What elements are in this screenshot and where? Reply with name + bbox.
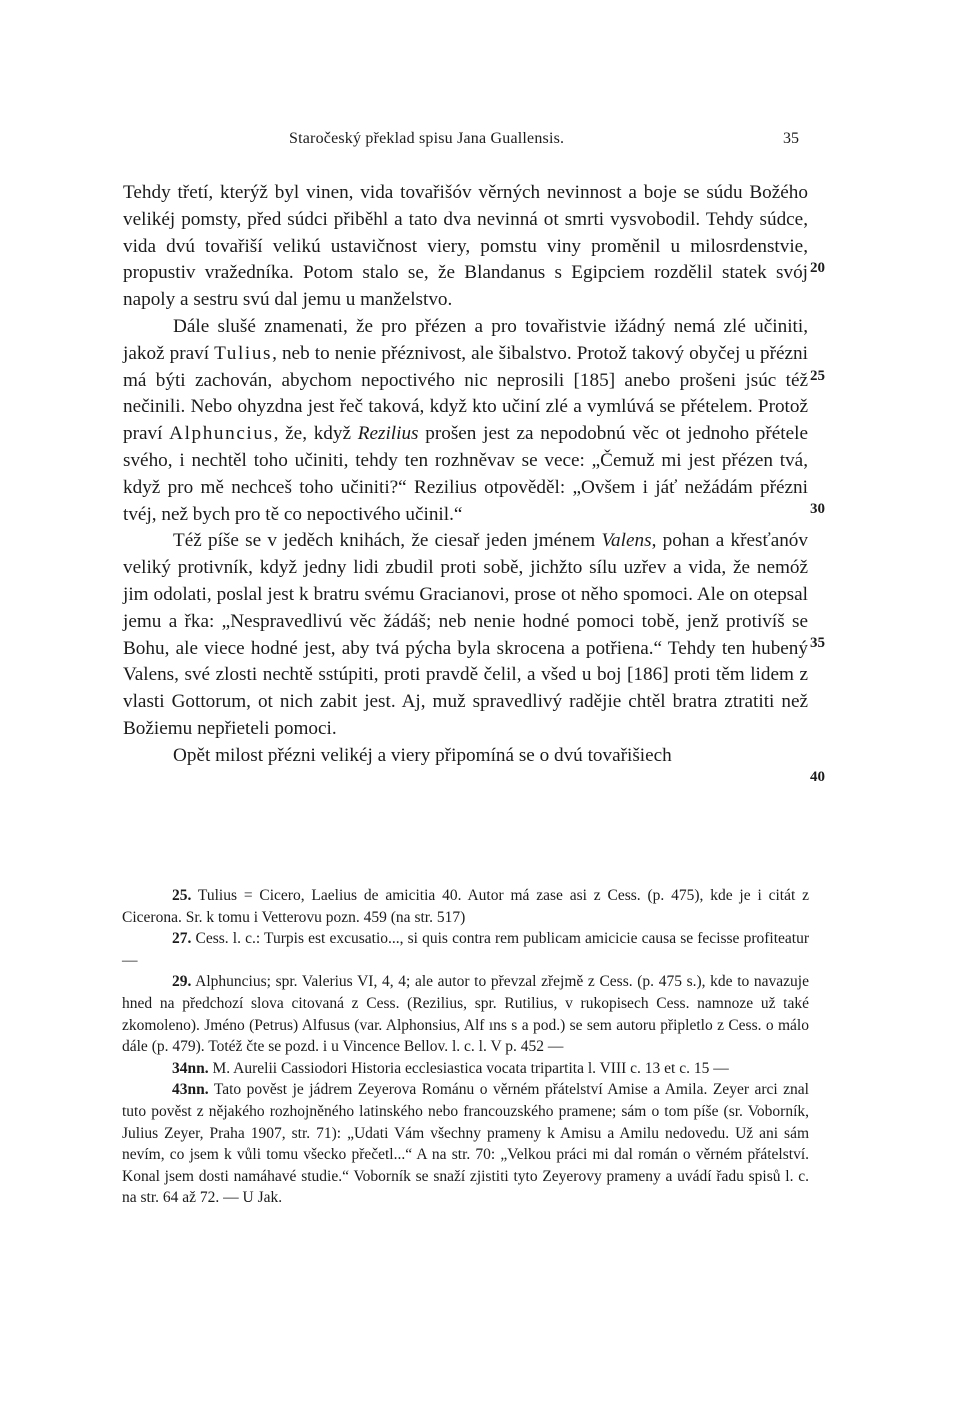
paragraph-2-text-a: Dále slušé znamenati, že pro přézen a pro tovařistvie ižádný nemá zlé učiniti, jakož praví	[123, 315, 808, 364]
name-alphuncius: Alphuncius	[169, 423, 274, 445]
footnote-number: 25.	[172, 887, 192, 904]
paragraph-2	[123, 314, 808, 528]
name-rezilius: Rezilius	[357, 423, 419, 445]
footnote-text: Cess. l. c.: Turpis est excusatio..., si quis contra rem publicam amicicie causa se fecisse profiteatur —	[122, 930, 809, 969]
footnote-29	[122, 971, 809, 1057]
footnote-text: Tato pověst je jádrem Zeyerova Románu o věrném přátelství Amise a Amila. Zeyer arci znal tuto pověst z nějakého rozhojněného latinského nebo francouzského pramene; sám o tom píše (sr. Voborník, Julius Zeyer, Praha 1907, str. 71): „Udati Vám všechny prameny k Amisu a Amilu nedovedu. Už ani sám nevím, co jsem k vůli tomu všecko přečetl...“ A na str. 70: „Velkou práci mi dal román o věrném přátelství. Konal jsem dosti namáhavé studie.“ Voborník se snaží zjistiti tyto Zeyerovy prameny a uvádí řadu spisů l. c. na str. 64 až 72. — U Jak.	[122, 1081, 809, 1207]
paragraph-2-text-c: , že, když	[273, 423, 358, 445]
running-header: Staročeský překlad spisu Jana Guallensis.	[289, 130, 565, 147]
footnotes	[122, 885, 809, 1209]
paragraph-1: Tehdy třetí, kterýž byl vinen, vida tovařišóv věrných nevinnost a boje se súdu Božého velikéj pomsty, před súdci přiběhl a tato dva nevinná ot smrti vysvobodil. Tehdy súdce, vida dvú tovařiší velikú ustavičnost viery, pomstu viny proměnil u milosrdenstvie, propustiv vražedníka. Potom stalo se, že Blandanus s Egipciem rozdělil statek svój napoly a sestru svú dal jemu u manželstvo.	[123, 182, 808, 311]
main-text	[123, 180, 808, 770]
paragraph-3-text-b: , pohan a křesťanóv veliký protivník, když jedny lidi zbudil proti sobě, jichžto sílu uzřev a vida, že nemóž jim odolati, poslal jest k bratru svému Gracianovi, prose ot něho spomoci. Ale on otepsal jemu a řka: „Nespravedlivú věc žádáš; neb nenie hodné pomoci tobě, jenž protivíš se Bohu, ale viece hodné jest, aby tvá pýcha byla skrocena a potřiena.“ Tehdy ten hubený Valens, své zlosti nechtě sstúpiti, proti pravdě čelil, a všed u boj [186] proti těm lidem z vlasti Gottorum, ot nich zabit jest. Aj, muž spravedlivý radějie chtěl bratra ztratiti než Božiemu nepřieteli pomoci.	[123, 530, 808, 739]
line-number-30: 30	[810, 501, 825, 517]
footnote-34	[122, 1058, 809, 1080]
name-tulius: Tulius	[214, 342, 273, 364]
footnote-43	[122, 1079, 809, 1209]
line-number-35: 35	[810, 635, 825, 651]
footnote-number: 34nn.	[172, 1059, 209, 1077]
paragraph-3-text-a: Též píše se v jeděch knihách, že ciesař jeden jménem	[173, 530, 602, 552]
line-number-40: 40	[810, 769, 825, 785]
footnote-number: 29.	[172, 973, 192, 991]
line-number-25: 25	[810, 368, 825, 384]
paragraph-3	[123, 528, 808, 742]
line-number-20: 20	[810, 260, 825, 276]
paragraph-2-text-b: , neb to nenie přéznivost, ale šibalstvo. Protož takový obyčej u přézni má býti zachován, abychom nepoctivého nic neprosili [185] anebo prošeni jsúc též nečinili. Nebo ohyzdna jest řeč taková, když kto učiní zlé a vymlúvá se přételem. Protož praví	[123, 342, 808, 445]
footnote-25	[122, 885, 809, 928]
footnote-number: 43nn.	[172, 1081, 209, 1099]
footnote-text: M. Aurelii Cassiodori Historia ecclesiastica vocata tripartita l. VIII c. 13 et c. 15 —	[208, 1059, 729, 1077]
page-number: 35	[783, 130, 799, 147]
paragraph-4: Opět milost přézni velikéj a viery připomíná se o dvú tovařišiech	[173, 744, 672, 766]
footnote-number: 27.	[172, 930, 192, 948]
footnote-text: Alphuncius; spr. Valerius VI, 4, 4; ale autor to převzal zřejmě z Cess. (p. 475 s.), kde to navazuje hned na předchozí slova citovaná z Cess. (Rezilius, spr. Rutilius, v rukopisech Cess. namnoze už také zkomoleno). Jméno (Petrus) Alfusus (var. Alphonsius, Alf ıns s a pod.) se sem autoru připletlo z Cess. o málo dále (p. 479). Totéž čte se pozd. i u Vincence Bellov. l. c. l. V p. 452 —	[122, 973, 809, 1056]
paragraph-2-text-d: prošen jest za nepodobnú věc ot jednoho přétele svého, i nechtěl toho učiniti, tehdy ten rozhněvav se vece: „Čemuž mi jest přézen tvá, když pro mě nechceš toho učiniti?“ Rezilius otpověděl: „Ovšem i jáť nežádám přézni tvéj, než bych pro tě co nepoctivého učinil.“	[123, 423, 808, 525]
name-valens: Valens	[601, 530, 652, 552]
footnote-text: Tulius = Cicero, Laelius de amicitia 40. Autor má zase asi z Cess. (p. 475), kde je i citát z Cicerona. Sr. k tomu i Vetterovu pozn. 459 (na str. 517)	[122, 887, 809, 926]
footnote-27	[122, 928, 809, 971]
